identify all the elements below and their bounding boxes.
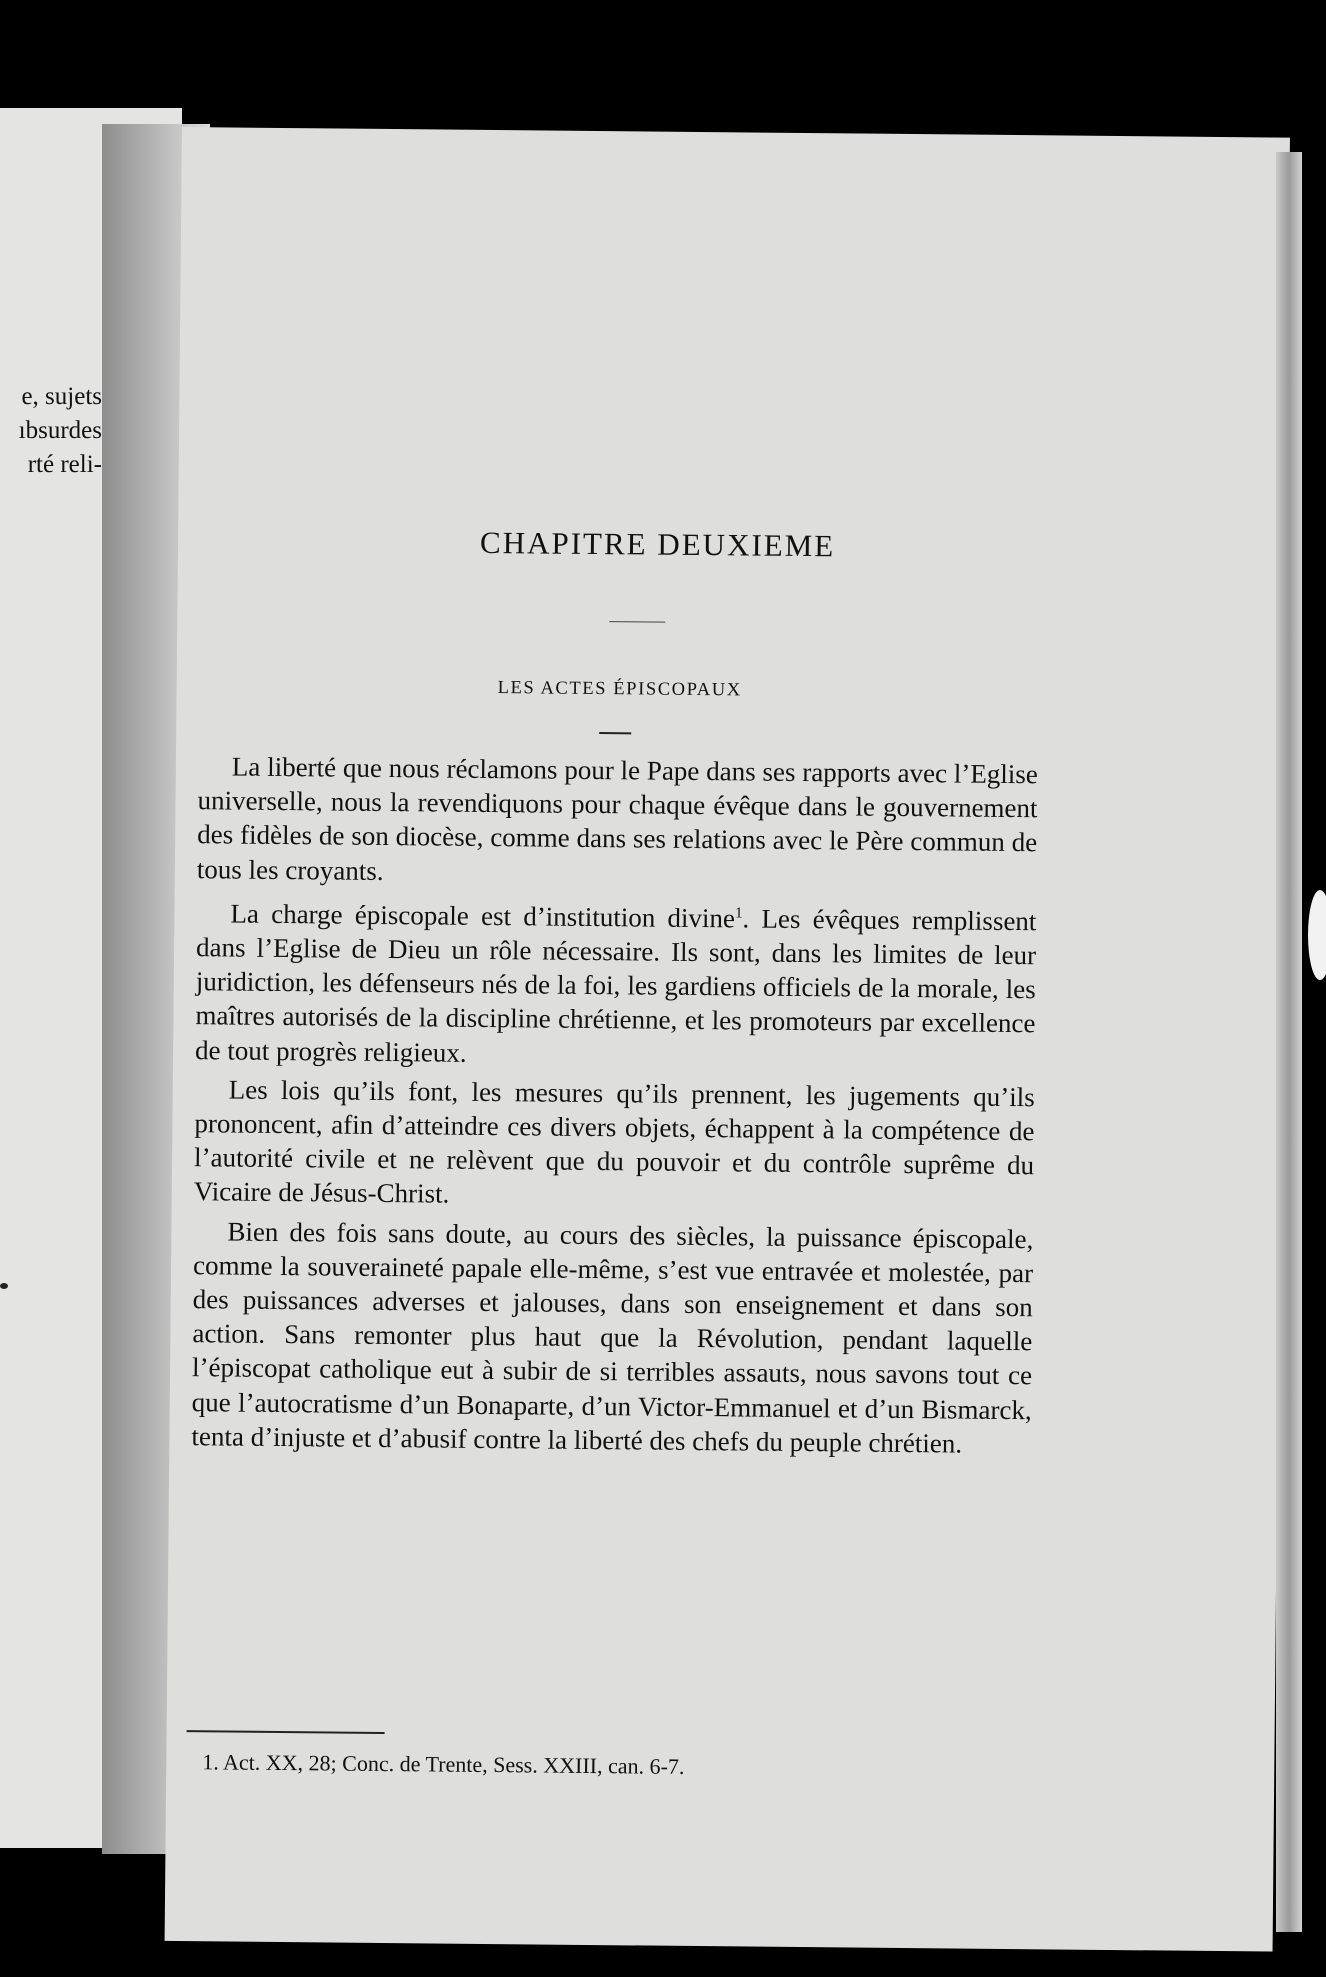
paragraph-text: . Les évêques remplissent dans l’Eglise de Dieu un rôle nécessaire. Ils sont, dans les limites de leur juridiction, les défenseurs nés de la foi, les gardiens officiels de la morale, les maîtres autorisés de la discipline chrétienne, et les promoteurs par excellence de tout progrès religieux. bbox=[194, 903, 1037, 1068]
section-title: LES ACTES ÉPISCOPAUX bbox=[497, 678, 742, 701]
chapter-title: CHAPITRE DEUXIEME bbox=[479, 524, 836, 564]
paragraph bbox=[195, 891, 1037, 1075]
left-page-line: rté reli- bbox=[27, 451, 102, 478]
left-page-line: ıbsurdes bbox=[18, 417, 102, 444]
paragraph: La liberté que nous réclamons pour le Pape dans ses rapports avec l’Eglise universelle, nous la revendiquons pour chaque évêque dans le gouvernement des fidèles de son diocèse, comme dans ses relations avec le Père commun de tous les croyants. bbox=[196, 751, 1038, 886]
footnote-mark: 1 bbox=[734, 905, 743, 922]
left-page-text bbox=[0, 380, 102, 482]
footnote: 1. Act. XX, 28; Conc. de Trente, Sess. XXIII, can. 6-7. bbox=[202, 1749, 685, 1779]
scan-artifact bbox=[1308, 890, 1326, 980]
page-edge bbox=[1276, 152, 1302, 1932]
page-content bbox=[191, 127, 1232, 1779]
body-text bbox=[191, 749, 1038, 1466]
main-page bbox=[165, 127, 1290, 1952]
footnote-rule bbox=[187, 1730, 385, 1734]
paragraph-text: La charge épiscopale est d’institution divine bbox=[230, 898, 736, 934]
section-rule bbox=[599, 732, 631, 734]
paragraph: Bien des fois sans doute, au cours des siècles, la puissance épiscopale, comme la souveraineté papale elle-même, s’est vue entravée et molestée, par des puissances adverses et jalouses, dans son enseignement et dans son action. Sans remonter plus haut que la Révolution, pendant laquelle l’épiscopat catholique eut à subir de si terribles assauts, nous savons tout ce que l’autocratisme d’un Bonaparte, d’un Victor-Emmanuel et d’un Bismarck, tenta d’injuste et d’abusif contre la liberté des chefs du peuple chrétien. bbox=[191, 1216, 1034, 1459]
title-rule bbox=[609, 621, 665, 623]
ink-dot bbox=[0, 1283, 8, 1289]
left-page-line: e, sujets bbox=[21, 383, 102, 410]
paragraph: Les lois qu’ils font, les mesures qu’ils prennent, les jugements qu’ils prononcent, afin d’atteindre ces divers objets, échappent à la compétence de l’autorité civile et ne relèvent que du pouvoir et du contrôle suprême du Vicaire de Jésus-Christ. bbox=[193, 1074, 1035, 1210]
